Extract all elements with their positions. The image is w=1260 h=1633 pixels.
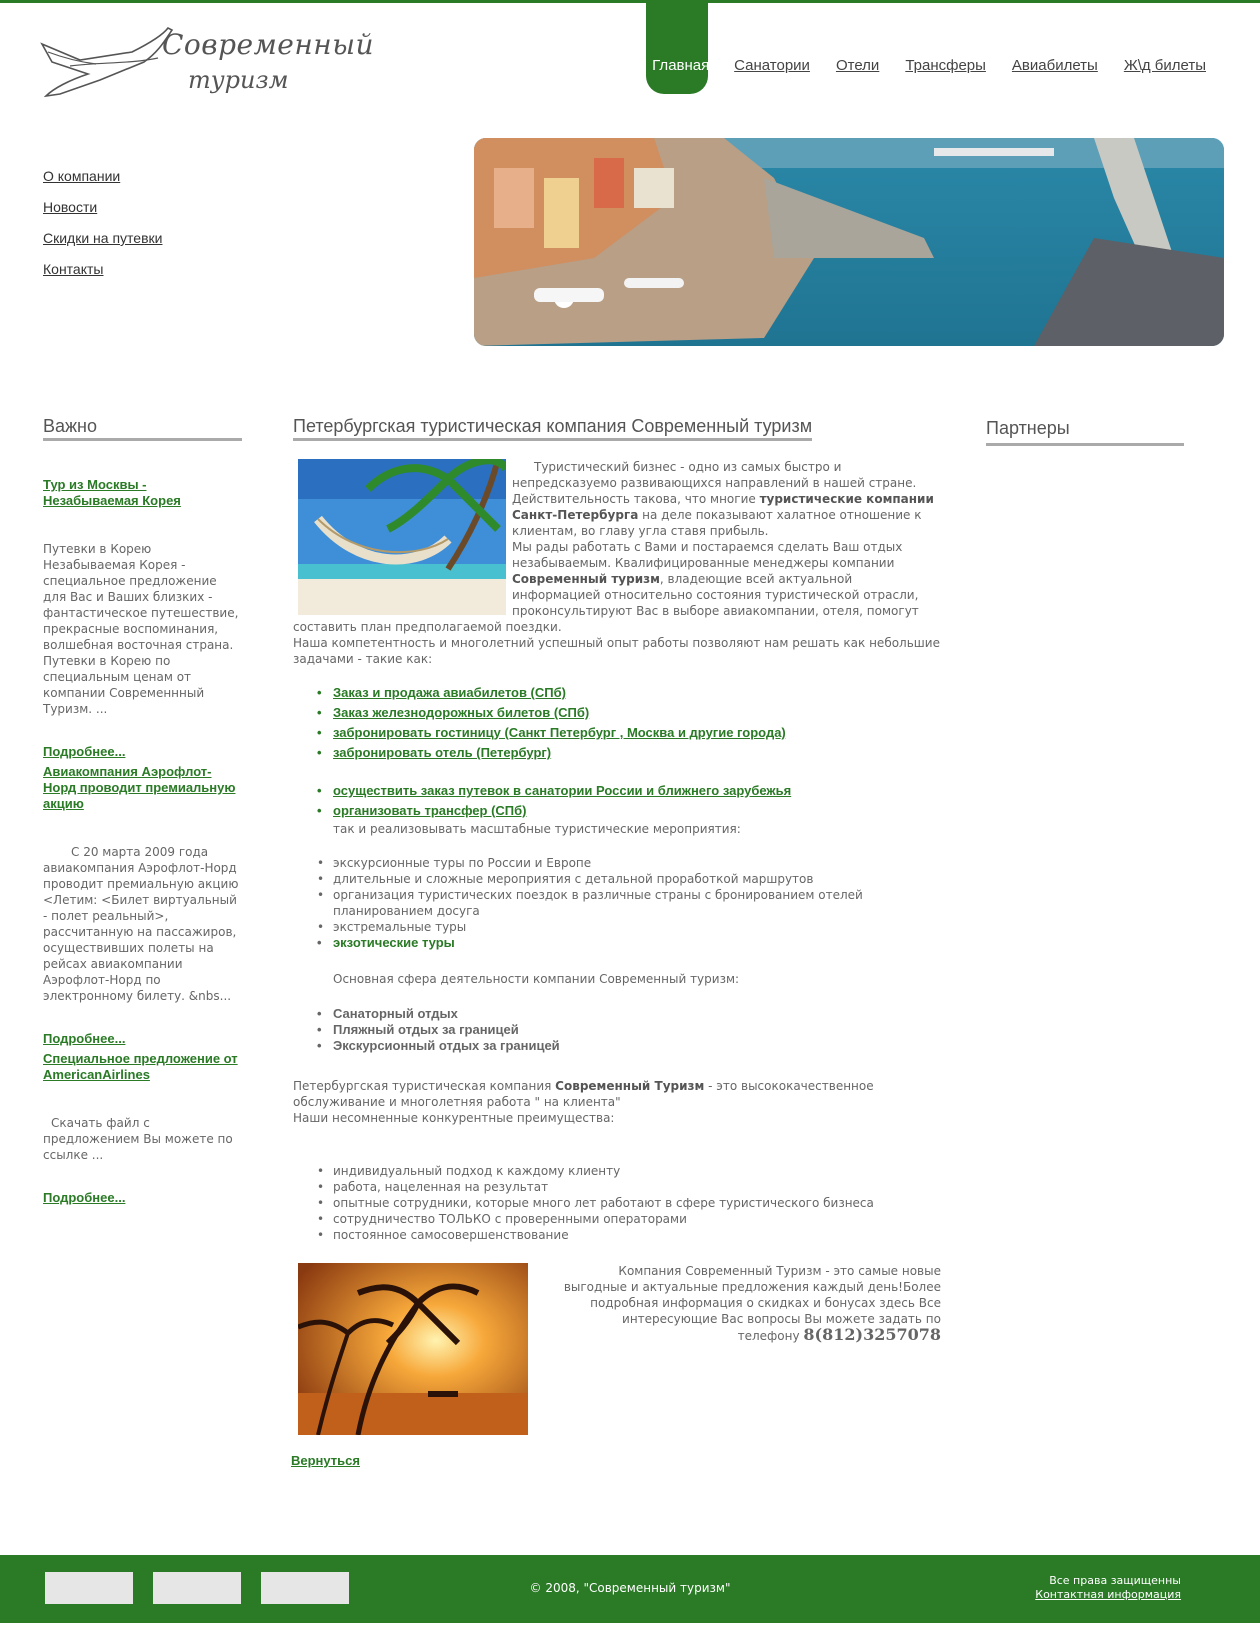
event-item: • экстремальные туры bbox=[293, 919, 941, 935]
sidenav-about[interactable]: О компании bbox=[43, 168, 121, 184]
news-text-american-airlines: Скачать файл с предложением Вы можете по ссылке ... bbox=[43, 1116, 233, 1162]
partners-title: Партнеры bbox=[986, 418, 1184, 446]
more-link-korea[interactable]: Подробнее... bbox=[43, 744, 126, 759]
contact-block bbox=[293, 1263, 941, 1435]
partners-column bbox=[986, 418, 1186, 446]
rights-text: Все права защищенны bbox=[1049, 1574, 1181, 1587]
sunset-palms-image bbox=[298, 1263, 528, 1435]
news-title-korea[interactable]: Тур из Москвы - Незабываемая Корея bbox=[43, 477, 181, 508]
news-title-aeroflot[interactable]: Авиакомпания Аэрофлот-Норд проводит премиальную акцию bbox=[43, 764, 236, 811]
service-link-rail[interactable]: • Заказ железнодорожных билетов (СПб) bbox=[293, 703, 941, 723]
back-link[interactable]: Вернуться bbox=[291, 1453, 360, 1468]
advantages-list bbox=[293, 1163, 941, 1243]
advantage-item: • опытные сотрудники, которые много лет работают в сфере туристического бизнеса bbox=[293, 1195, 941, 1211]
large-events-intro: так и реализовывать масштабные туристические мероприятия: bbox=[333, 822, 741, 836]
intro2-strong: Современный туризм bbox=[512, 572, 660, 586]
service-link-hotel-spb-msk[interactable]: • забронировать гостиницу (Санкт Петербург , Москва и другие города) bbox=[293, 723, 941, 743]
hammock-palm-image bbox=[298, 459, 506, 615]
nav-home[interactable]: Главная bbox=[646, 0, 708, 94]
advantage-item: • индивидуальный подход к каждому клиенту bbox=[293, 1163, 941, 1179]
harbor-banner-image bbox=[474, 138, 1224, 346]
service-link-transfer[interactable]: • организовать трансфер (СПб) bbox=[293, 801, 941, 821]
logo-text-line2: туризм bbox=[188, 66, 289, 94]
event-item: • организация туристических поездок в различные страны с бронированием отелей планированием досуга bbox=[293, 887, 941, 919]
events-list bbox=[293, 855, 941, 935]
intro3-text: Наша компетентность и многолетний успешный опыт работы позволяют нам решать как небольшие задачами - такие как: bbox=[293, 636, 940, 666]
nav-transfers[interactable]: Трансферы bbox=[905, 57, 986, 74]
main-content bbox=[293, 418, 941, 1469]
nav-sanatoriums[interactable]: Санатории bbox=[734, 57, 810, 74]
summary-a: Петербургская туристическая компания bbox=[293, 1079, 556, 1093]
news-text-korea: Путевки в Корею Незабываемая Корея - специальное предложение для Вас и Ваших близких - фантастическое путешествие, прекрасные воспоминания, волшебная восточная страна. Путевки в Корею по специальным ценам от компании Современнный Туризм. ... bbox=[43, 542, 239, 716]
contact-description: Компания Современный Туризм - это самые новые выгодные и актуальные предложения каждый день!Более подробная информация о скидках и бонусах здесь Все интересующие Вас вопросы Вы можете задать по телефону bbox=[563, 1264, 941, 1343]
phone-number: 8(812)3257078 bbox=[803, 1325, 941, 1344]
intro-block bbox=[293, 459, 941, 667]
sphere-item: • Пляжный отдых за границей bbox=[293, 1022, 941, 1038]
sphere-item: • Экскурсионный отдых за границей bbox=[293, 1038, 941, 1054]
nav-rail-tickets[interactable]: Ж\д билеты bbox=[1123, 57, 1206, 74]
service-link-air[interactable]: • Заказ и продажа авиабилетов (СПб) bbox=[293, 683, 941, 703]
sphere-item: • Санаторный отдых bbox=[293, 1006, 941, 1022]
summary-text bbox=[293, 1078, 941, 1110]
event-item: • экскурсионные туры по России и Европе bbox=[293, 855, 941, 871]
logo-text-line1: Современный bbox=[162, 28, 375, 61]
top-navigation bbox=[646, 0, 1206, 95]
sidenav-discounts[interactable]: Скидки на путевки bbox=[43, 230, 163, 246]
advantage-item: • сотрудничество ТОЛЬКО с проверенными операторами bbox=[293, 1211, 941, 1227]
intro2-text: Мы рады работать с Вами и постараемся сделать Ваш отдых незабываемым. Квалифицированные менеджеры компании bbox=[512, 540, 903, 570]
event-item: • длительные и сложные мероприятия с детальной проработкой маршрутов bbox=[293, 871, 941, 887]
intro1-tail: на деле показывают халатное отношение к клиентам, во главу угла ставя прибыль. bbox=[512, 508, 922, 538]
sidenav-news[interactable]: Новости bbox=[43, 199, 98, 215]
intro1-strong: туристические компании Санкт-Петербурга bbox=[512, 492, 934, 522]
intro2-tail: , владеющие всей актуальной информацией относительно состояния туристической отрасли, проконсультируют Вас в выборе авиакомпании, отеля, помогут составить план предполагаемой поездки. bbox=[293, 572, 919, 634]
exotic-list bbox=[293, 935, 941, 951]
advantage-item: • постоянное самосовершенствование bbox=[293, 1227, 941, 1243]
summary-c: - это высококачественное обслуживание и многолетняя работа " на клиента" bbox=[293, 1079, 874, 1109]
intro1-text: Туристический бизнес - одно из самых быстро и непредсказуемо развивающихся направлений в нашей стране. Действительность такова, что многие bbox=[512, 460, 917, 506]
side-navigation bbox=[43, 168, 162, 292]
main-title: Петербургская туристическая компания Современный туризм bbox=[293, 418, 812, 441]
important-title: Важно bbox=[43, 418, 242, 441]
summary-strong: Современный Туризм bbox=[555, 1079, 705, 1093]
footer bbox=[0, 1555, 1260, 1623]
services-list bbox=[293, 683, 941, 763]
important-column bbox=[43, 418, 242, 1210]
sidenav-contacts[interactable]: Контакты bbox=[43, 261, 104, 277]
services-list-2 bbox=[293, 781, 941, 821]
nav-air-tickets[interactable]: Авиабилеты bbox=[1011, 57, 1098, 74]
more-link-american-airlines[interactable]: Подробнее... bbox=[43, 1190, 126, 1205]
more-link-aeroflot[interactable]: Подробнее... bbox=[43, 1031, 126, 1046]
nav-hotels[interactable]: Отели bbox=[835, 57, 880, 74]
copyright: © 2008, "Современный туризм" bbox=[529, 1581, 731, 1595]
news-title-american-airlines[interactable]: Специальное предложение от AmericanAirlines bbox=[43, 1051, 238, 1082]
site-logo[interactable] bbox=[40, 22, 375, 102]
exotic-tours-item: • экзотические туры bbox=[293, 935, 941, 951]
sphere-heading: Основная сфера деятельности компании Современный туризм: bbox=[333, 972, 740, 986]
spheres-list bbox=[293, 1006, 941, 1054]
advantages-heading: Наши несомненные конкурентные преимущества: bbox=[293, 1111, 615, 1125]
airplane-logo-icon bbox=[40, 22, 180, 102]
service-link-hotel-spb[interactable]: • забронировать отель (Петербург) bbox=[293, 743, 941, 763]
service-link-sanatorium[interactable]: • осуществить заказ путевок в санатории России и ближнего зарубежья bbox=[293, 781, 941, 801]
contact-info-link[interactable]: Контактная информация bbox=[1035, 1588, 1181, 1601]
advantage-item: • работа, нацеленная на результат bbox=[293, 1179, 941, 1195]
news-text-aeroflot: С 20 марта 2009 года авиакомпания Аэрофлот-Норд проводит премиальную акцию <Летим: <Билет виртуальный - полет реальный>, рассчитанную на пассажиров, осуществивших полеты на рейсах авиакомпании Аэрофлот-Норд по электронному билету. &nbs... bbox=[43, 845, 239, 1003]
footer-rights bbox=[1035, 1574, 1181, 1602]
